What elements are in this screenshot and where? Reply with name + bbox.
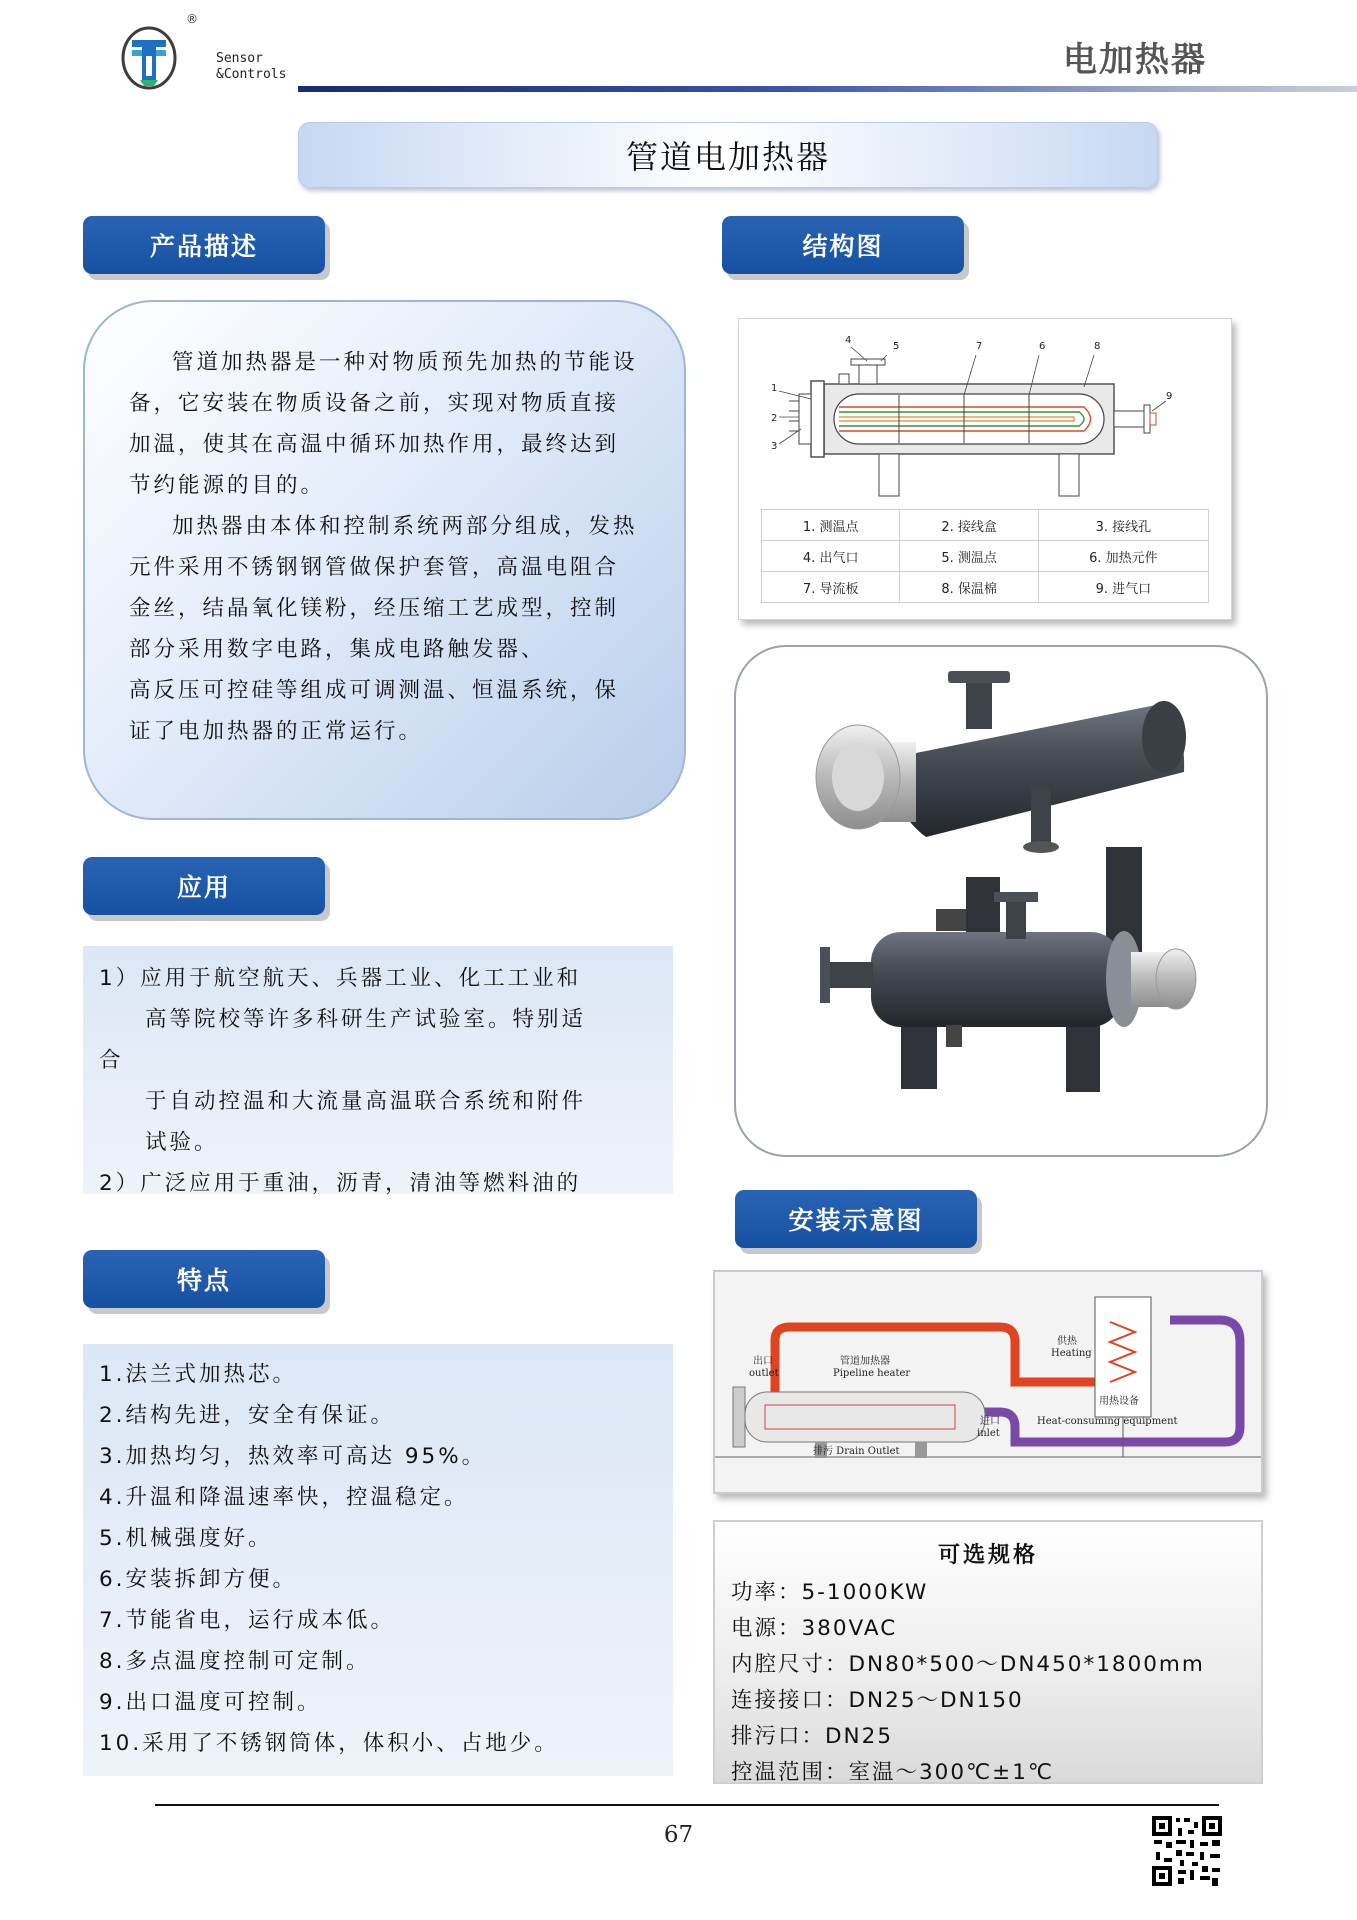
application-line: 高等院校等许多科研生产试验室。特别适 <box>145 1007 587 1032</box>
feature-item: 1.法兰式加热芯。 <box>99 1362 298 1387</box>
description-paragraph: 管道加热器是一种对物质预先加热的节能设备，它安装在物质设备之前，实现对物质直接加温，使其在高温中循环加热作用，最终达到节约能源的目的。 <box>129 350 638 498</box>
description-paragraph: 加热器由本体和控制系统两部分组成，发热元件采用不锈钢钢管做保护套管，高温电阻合金丝，结晶氧化镁粉，经压缩工艺成型，控制部分采用数字电路，集成电路触发器、 <box>129 514 638 662</box>
label-outlet-cn: 出口 <box>753 1356 773 1367</box>
specs-box <box>713 1520 1263 1784</box>
callout-number: 7 <box>976 341 983 352</box>
spec-line: 电源：380VAC <box>731 1616 898 1641</box>
tag-structure: 结构图 <box>722 216 964 274</box>
feature-item: 9.出口温度可控制。 <box>99 1690 322 1715</box>
structure-legend <box>761 509 1209 603</box>
page-title: 管道电加热器 <box>298 122 1158 188</box>
feature-item: 10.采用了不锈钢筒体，体积小、占地少。 <box>99 1731 559 1756</box>
page-number: 67 <box>663 1822 694 1848</box>
callout-number: 2 <box>771 413 778 424</box>
installation-drawing <box>715 1272 1261 1492</box>
spec-line: 控温范围：室温～300℃±1℃ <box>731 1760 1055 1785</box>
feature-item: 2.结构先进，安全有保证。 <box>99 1403 396 1428</box>
application-line: 试验。 <box>145 1130 219 1155</box>
callout-number: 6 <box>1039 341 1046 352</box>
feature-item: 4.升温和降温速率快，控温稳定。 <box>99 1485 469 1510</box>
structure-diagram <box>738 318 1232 620</box>
qr-code-icon <box>1150 1814 1224 1888</box>
callout-number: 1 <box>771 383 778 394</box>
description-paragraph: 高反压可控硅等组成可调测温、恒温系统，保证了电加热器的正常运行。 <box>129 678 620 744</box>
feature-item: 6.安装拆卸方便。 <box>99 1567 298 1592</box>
label-heater-cn: 管道加热器 <box>840 1356 890 1367</box>
legend-cell: 9. 进气口 <box>1038 572 1208 603</box>
legend-cell: 4. 出气口 <box>762 541 900 572</box>
feature-item: 8.多点温度控制可定制。 <box>99 1649 371 1674</box>
legend-cell: 1. 测温点 <box>762 510 900 541</box>
label-heating-en: Heating <box>1051 1348 1092 1359</box>
legend-cell: 8. 保温棉 <box>900 572 1038 603</box>
callout-number: 8 <box>1094 341 1101 352</box>
label-equipment-cn: 用热设备 <box>1099 1396 1139 1407</box>
company-logo <box>120 22 178 90</box>
brand-line-1: Sensor <box>216 51 263 66</box>
footer-rule <box>155 1804 1219 1806</box>
callout-number: 4 <box>845 335 852 346</box>
spec-line: 排污口：DN25 <box>731 1724 893 1749</box>
legend-cell: 2. 接线盒 <box>900 510 1038 541</box>
application-line: 合 <box>99 1048 124 1073</box>
brand-line-2: &Controls <box>216 67 287 82</box>
tag-application: 应用 <box>83 857 325 915</box>
features-panel <box>83 1344 673 1776</box>
tag-features: 特点 <box>83 1250 325 1308</box>
description-box <box>83 300 686 820</box>
label-inlet-cn: 进口 <box>980 1416 1000 1427</box>
legend-cell: 3. 接线孔 <box>1038 510 1208 541</box>
legend-cell: 6. 加热元件 <box>1038 541 1208 572</box>
category-title: 电加热器 <box>1063 40 1207 80</box>
application-line: 于自动控温和大流量高温联合系统和附件 <box>145 1089 587 1114</box>
label-heater-en: Pipeline heater <box>833 1368 911 1379</box>
structure-drawing <box>739 319 1233 509</box>
label-inlet-en: inlet <box>977 1428 1000 1439</box>
installation-diagram <box>713 1270 1263 1494</box>
feature-item: 5.机械强度好。 <box>99 1526 273 1551</box>
tag-installation: 安装示意图 <box>735 1190 977 1248</box>
specs-title: 可选规格 <box>937 1543 1038 1568</box>
application-line: 1）应用于航空航天、兵器工业、化工工业和 <box>99 966 582 991</box>
label-heating-cn: 供热 <box>1057 1336 1077 1347</box>
legend-cell: 7. 导流板 <box>762 572 900 603</box>
callout-number: 3 <box>771 441 778 452</box>
label-outlet-en: outlet <box>749 1368 779 1379</box>
application-line: 2）广泛应用于重油，沥青，清油等燃料油的 <box>99 1171 582 1196</box>
spec-line: 连接接口：DN25～DN150 <box>731 1688 1024 1713</box>
spec-line: 功率：5-1000KW <box>731 1580 929 1605</box>
label-equipment-en: Heat-consuming equipment <box>1037 1416 1178 1427</box>
tag-description: 产品描述 <box>83 216 325 274</box>
product-photo-frame <box>734 645 1268 1157</box>
callout-number: 9 <box>1166 391 1173 402</box>
product-photo <box>736 647 1266 1155</box>
spec-line: 内腔尺寸：DN80*500～DN450*1800mm <box>731 1652 1205 1677</box>
callout-number: 5 <box>893 341 900 352</box>
brand-name <box>216 51 286 83</box>
header-rule <box>298 86 1357 92</box>
feature-item: 3.加热均匀，热效率可高达 95%。 <box>99 1444 487 1469</box>
application-panel <box>83 946 673 1194</box>
legend-cell: 5. 测温点 <box>900 541 1038 572</box>
registered-mark: ® <box>186 12 198 26</box>
feature-item: 7.节能省电，运行成本低。 <box>99 1608 396 1633</box>
label-drain: 排污 Drain Outlet <box>813 1446 900 1457</box>
